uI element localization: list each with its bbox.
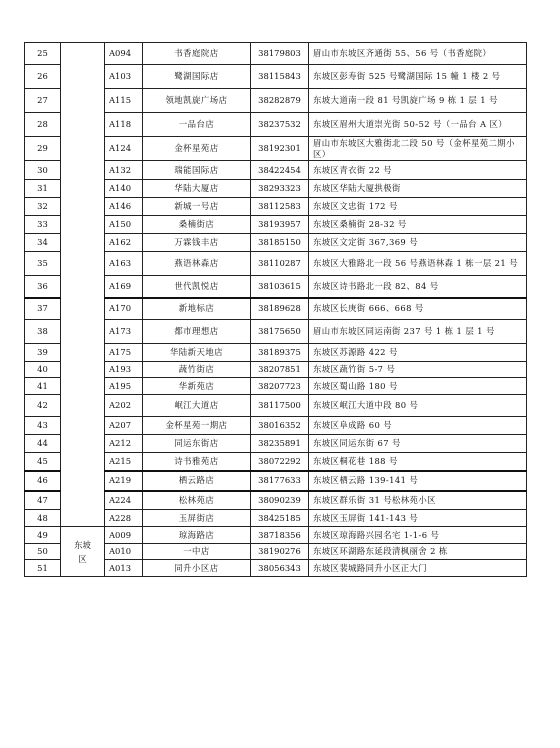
store-name-cell: 诗书雅苑店	[143, 453, 251, 471]
row-number-cell: 28	[25, 113, 61, 137]
store-code-cell: A103	[105, 65, 143, 89]
store-name-cell: 金杯星苑一期店	[143, 417, 251, 435]
phone-cell: 38115843	[251, 65, 309, 89]
address-cell: 东坡区同运东街 67 号	[309, 435, 527, 453]
store-code-cell: A115	[105, 89, 143, 113]
store-code-cell: A162	[105, 234, 143, 252]
address-cell: 东坡区阜成路 60 号	[309, 417, 527, 435]
address-cell: 东坡区大雅路北一段 56 号燕语林森 1 栋一层 21 号	[309, 252, 527, 276]
phone-cell: 38237532	[251, 113, 309, 137]
row-number-cell: 37	[25, 298, 61, 320]
address-cell: 东坡区桑楠街 28-32 号	[309, 216, 527, 234]
store-code-cell: A195	[105, 378, 143, 395]
row-number-cell: 35	[25, 252, 61, 276]
phone-cell: 38189628	[251, 298, 309, 320]
store-code-cell: A224	[105, 491, 143, 510]
row-number-cell: 41	[25, 378, 61, 395]
phone-cell: 38072292	[251, 453, 309, 471]
store-code-cell: A212	[105, 435, 143, 453]
phone-cell: 38193957	[251, 216, 309, 234]
phone-cell: 38110287	[251, 252, 309, 276]
store-code-cell: A146	[105, 198, 143, 216]
address-cell: 东坡区蔬竹街 5-7 号	[309, 362, 527, 378]
address-cell: 眉山市东坡区大雅街北二段 50 号（金杯星苑二期小区）	[309, 137, 527, 161]
district-cell-empty	[61, 43, 105, 527]
store-code-cell: A193	[105, 362, 143, 378]
row-number-cell: 30	[25, 161, 61, 180]
store-code-cell: A173	[105, 320, 143, 344]
store-code-cell: A175	[105, 344, 143, 362]
row-number-cell: 40	[25, 362, 61, 378]
store-name-cell: 万霖钱丰店	[143, 234, 251, 252]
row-number-cell: 45	[25, 453, 61, 471]
row-number-cell: 47	[25, 491, 61, 510]
address-cell: 东坡区长庚街 666、668 号	[309, 298, 527, 320]
address-cell: 东坡区彭寿街 525 号鹭湖国际 15 幢 1 楼 2 号	[309, 65, 527, 89]
address-cell: 东坡区苏源路 422 号	[309, 344, 527, 362]
store-code-cell: A132	[105, 161, 143, 180]
store-code-cell: A169	[105, 276, 143, 298]
phone-cell: 38207723	[251, 378, 309, 395]
store-name-cell: 华陆大厦店	[143, 180, 251, 198]
phone-cell: 38422454	[251, 161, 309, 180]
store-name-cell: 书香庭院店	[143, 43, 251, 65]
row-number-cell: 26	[25, 65, 61, 89]
store-name-cell: 新地标店	[143, 298, 251, 320]
store-name-cell: 鹭湖国际店	[143, 65, 251, 89]
store-name-cell: 蔬竹街店	[143, 362, 251, 378]
address-cell: 东坡大道南一段 81 号凯旋广场 9 栋 1 层 1 号	[309, 89, 527, 113]
row-number-cell: 49	[25, 527, 61, 544]
store-code-cell: A140	[105, 180, 143, 198]
phone-cell: 38425185	[251, 510, 309, 527]
store-name-cell: 新城一号店	[143, 198, 251, 216]
store-code-cell: A219	[105, 471, 143, 491]
address-cell: 眉山市东坡区齐通街 55、56 号（书香庭院）	[309, 43, 527, 65]
row-number-cell: 25	[25, 43, 61, 65]
district-label: 东坡区	[74, 539, 91, 564]
store-name-cell: 玉屏街店	[143, 510, 251, 527]
phone-cell: 38185150	[251, 234, 309, 252]
row-number-cell: 29	[25, 137, 61, 161]
district-cell	[61, 527, 105, 577]
store-name-cell: 岷江大道店	[143, 395, 251, 417]
address-cell: 眉山市东坡区同运南街 237 号 1 栋 1 层 1 号	[309, 320, 527, 344]
row-number-cell: 48	[25, 510, 61, 527]
table-row	[25, 43, 527, 65]
store-name-cell: 都市理想店	[143, 320, 251, 344]
store-code-cell: A118	[105, 113, 143, 137]
phone-cell: 38090239	[251, 491, 309, 510]
store-name-cell: 燕语林森店	[143, 252, 251, 276]
row-number-cell: 31	[25, 180, 61, 198]
row-number-cell: 36	[25, 276, 61, 298]
store-code-cell: A009	[105, 527, 143, 544]
phone-cell: 38190276	[251, 544, 309, 560]
store-code-cell: A150	[105, 216, 143, 234]
row-number-cell: 39	[25, 344, 61, 362]
phone-cell: 38189375	[251, 344, 309, 362]
row-number-cell: 43	[25, 417, 61, 435]
address-cell: 东坡区眉州大道崇光街 50-52 号（一品台 A 区）	[309, 113, 527, 137]
store-code-cell: A215	[105, 453, 143, 471]
phone-cell: 38016352	[251, 417, 309, 435]
phone-cell: 38056343	[251, 560, 309, 577]
table-row	[25, 527, 527, 544]
row-number-cell: 44	[25, 435, 61, 453]
address-cell: 东坡区环湖路东延段清枫丽舍 2 栋	[309, 544, 527, 560]
row-number-cell: 32	[25, 198, 61, 216]
phone-cell: 38175650	[251, 320, 309, 344]
row-number-cell: 42	[25, 395, 61, 417]
phone-cell: 38177633	[251, 471, 309, 491]
store-name-cell: 一中店	[143, 544, 251, 560]
store-name-cell: 同运东街店	[143, 435, 251, 453]
address-cell: 东坡区玉屏街 141-143 号	[309, 510, 527, 527]
store-name-cell: 瑞能国际店	[143, 161, 251, 180]
store-name-cell: 桑楠街店	[143, 216, 251, 234]
phone-cell: 38117500	[251, 395, 309, 417]
store-code-cell: A124	[105, 137, 143, 161]
store-name-cell: 松林苑店	[143, 491, 251, 510]
phone-cell: 38718356	[251, 527, 309, 544]
address-cell: 东坡区诗书路北一段 82、84 号	[309, 276, 527, 298]
address-cell: 东坡区文定街 367,369 号	[309, 234, 527, 252]
phone-cell: 38103615	[251, 276, 309, 298]
address-cell: 东坡区华陆大厦拱极街	[309, 180, 527, 198]
store-name-cell: 华陆新天地店	[143, 344, 251, 362]
row-number-cell: 33	[25, 216, 61, 234]
address-cell: 东坡区桐花巷 188 号	[309, 453, 527, 471]
store-name-cell: 同升小区店	[143, 560, 251, 577]
phone-cell: 38192301	[251, 137, 309, 161]
store-name-cell: 领地凯旋广场店	[143, 89, 251, 113]
address-cell: 东坡区裴城路同升小区正大门	[309, 560, 527, 577]
store-name-cell: 世代凯悦店	[143, 276, 251, 298]
row-number-cell: 46	[25, 471, 61, 491]
store-table	[24, 42, 527, 577]
phone-cell: 38282879	[251, 89, 309, 113]
store-name-cell: 华新苑店	[143, 378, 251, 395]
store-name-cell: 一品台店	[143, 113, 251, 137]
phone-cell: 38293323	[251, 180, 309, 198]
address-cell: 东坡区蜀山路 180 号	[309, 378, 527, 395]
store-code-cell: A013	[105, 560, 143, 577]
store-name-cell: 金杯星苑店	[143, 137, 251, 161]
store-code-cell: A170	[105, 298, 143, 320]
phone-cell: 38235891	[251, 435, 309, 453]
store-name-cell: 栖云路店	[143, 471, 251, 491]
address-cell: 东坡区青衣街 22 号	[309, 161, 527, 180]
store-code-cell: A207	[105, 417, 143, 435]
phone-cell: 38112583	[251, 198, 309, 216]
address-cell: 东坡区岷江大道中段 80 号	[309, 395, 527, 417]
row-number-cell: 38	[25, 320, 61, 344]
store-code-cell: A163	[105, 252, 143, 276]
store-table-body	[25, 43, 527, 577]
row-number-cell: 27	[25, 89, 61, 113]
phone-cell: 38207851	[251, 362, 309, 378]
store-code-cell: A228	[105, 510, 143, 527]
phone-cell: 38179803	[251, 43, 309, 65]
row-number-cell: 51	[25, 560, 61, 577]
store-code-cell: A094	[105, 43, 143, 65]
address-cell: 东坡区琼海路兴园名宅 1-1-6 号	[309, 527, 527, 544]
address-cell: 东坡区群乐街 31 号松林苑小区	[309, 491, 527, 510]
store-code-cell: A202	[105, 395, 143, 417]
row-number-cell: 34	[25, 234, 61, 252]
store-code-cell: A010	[105, 544, 143, 560]
address-cell: 东坡区文忠街 172 号	[309, 198, 527, 216]
store-name-cell: 琼海路店	[143, 527, 251, 544]
row-number-cell: 50	[25, 544, 61, 560]
address-cell: 东坡区栖云路 139-141 号	[309, 471, 527, 491]
